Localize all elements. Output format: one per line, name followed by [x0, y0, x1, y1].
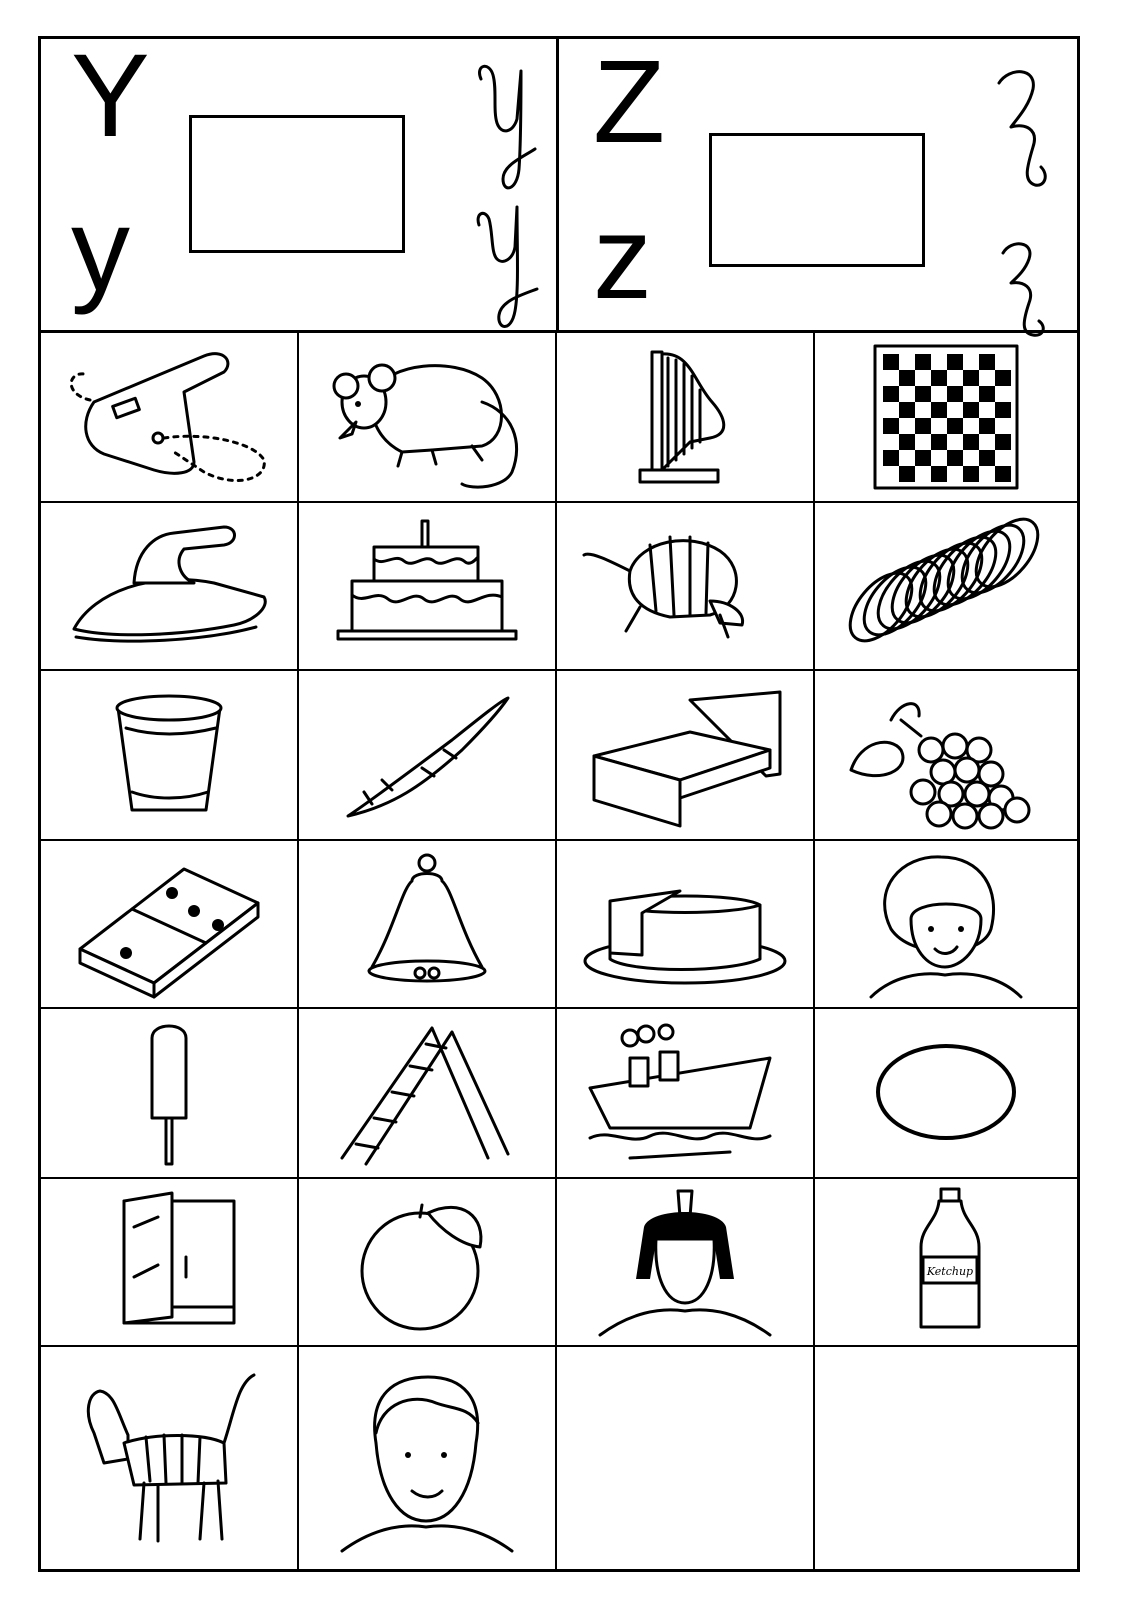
alligator-icon [312, 680, 542, 830]
picture-cell [41, 333, 299, 503]
cheese-icon [570, 849, 800, 999]
picture-cell [299, 333, 557, 503]
picture-cell [557, 1347, 815, 1569]
picture-cell [815, 841, 1077, 1009]
picture-cell [815, 671, 1077, 841]
picture-cell [299, 1347, 557, 1569]
picture-cell [41, 1009, 299, 1179]
native-chief-icon [570, 1187, 800, 1337]
picture-cell [815, 333, 1077, 503]
print-uppercase-letter: Z [593, 36, 666, 168]
picture-cell [815, 1009, 1077, 1179]
boy-icon [831, 849, 1061, 999]
write-in-box[interactable] [189, 115, 405, 253]
picture-cell [557, 1179, 815, 1347]
write-in-box[interactable] [709, 133, 925, 267]
bell-icon [312, 849, 542, 999]
print-uppercase-letter: Y [71, 30, 150, 162]
rat-icon [312, 342, 542, 492]
ship-icon [570, 1018, 800, 1168]
picture-cell [557, 671, 815, 841]
worksheet [38, 30, 1080, 1572]
picture-cell [41, 503, 299, 671]
print-lowercase-letter: z [593, 192, 652, 324]
ladder-icon [312, 1018, 542, 1168]
picture-cell [299, 841, 557, 1009]
letter-panel-z [559, 36, 1077, 330]
man-icon [312, 1363, 542, 1553]
picture-cell [299, 1009, 557, 1179]
popsicle-icon [54, 1018, 284, 1168]
picture-cell [815, 503, 1077, 671]
picture-cell [557, 841, 815, 1009]
zebra-icon [54, 1363, 284, 1553]
cake-icon [312, 511, 542, 661]
refrigerator-icon [54, 1187, 284, 1337]
picture-cell [41, 1179, 299, 1347]
oval-icon [831, 1018, 1061, 1168]
picture-cell [299, 671, 557, 841]
cursive-uppercase-z-icon [989, 63, 1059, 193]
letter-panel-y [41, 30, 559, 330]
print-lowercase-letter: y [71, 184, 130, 316]
domino-icon [54, 849, 284, 999]
picture-cell [557, 1009, 815, 1179]
picture-cell [41, 1347, 299, 1569]
picture-cell [299, 503, 557, 671]
cursive-lowercase-z-icon [989, 233, 1059, 343]
iron-icon [54, 511, 284, 661]
cursive-uppercase-y-icon [473, 61, 543, 201]
picture-cell [41, 841, 299, 1009]
bed-icon [570, 680, 800, 830]
cursive-lowercase-y-icon [473, 199, 543, 339]
spring-icon [831, 511, 1061, 661]
picture-cell [557, 503, 815, 671]
whistle-icon [54, 342, 284, 492]
cup-icon [54, 680, 284, 830]
grapes-icon [831, 680, 1061, 830]
picture-cell [41, 671, 299, 841]
harp-icon [570, 342, 800, 492]
picture-cell [815, 1179, 1077, 1347]
ketchup-bottle-icon [831, 1187, 1061, 1337]
letters-header [41, 30, 1077, 333]
chessboard-icon [861, 342, 1031, 492]
picture-cell [815, 1347, 1077, 1569]
picture-grid [41, 333, 1077, 1569]
picture-cell [557, 333, 815, 503]
ketchup-label: Ketchup [926, 1265, 974, 1278]
picture-cell [299, 1179, 557, 1347]
orange-icon [312, 1187, 542, 1337]
armadillo-icon [570, 511, 800, 661]
